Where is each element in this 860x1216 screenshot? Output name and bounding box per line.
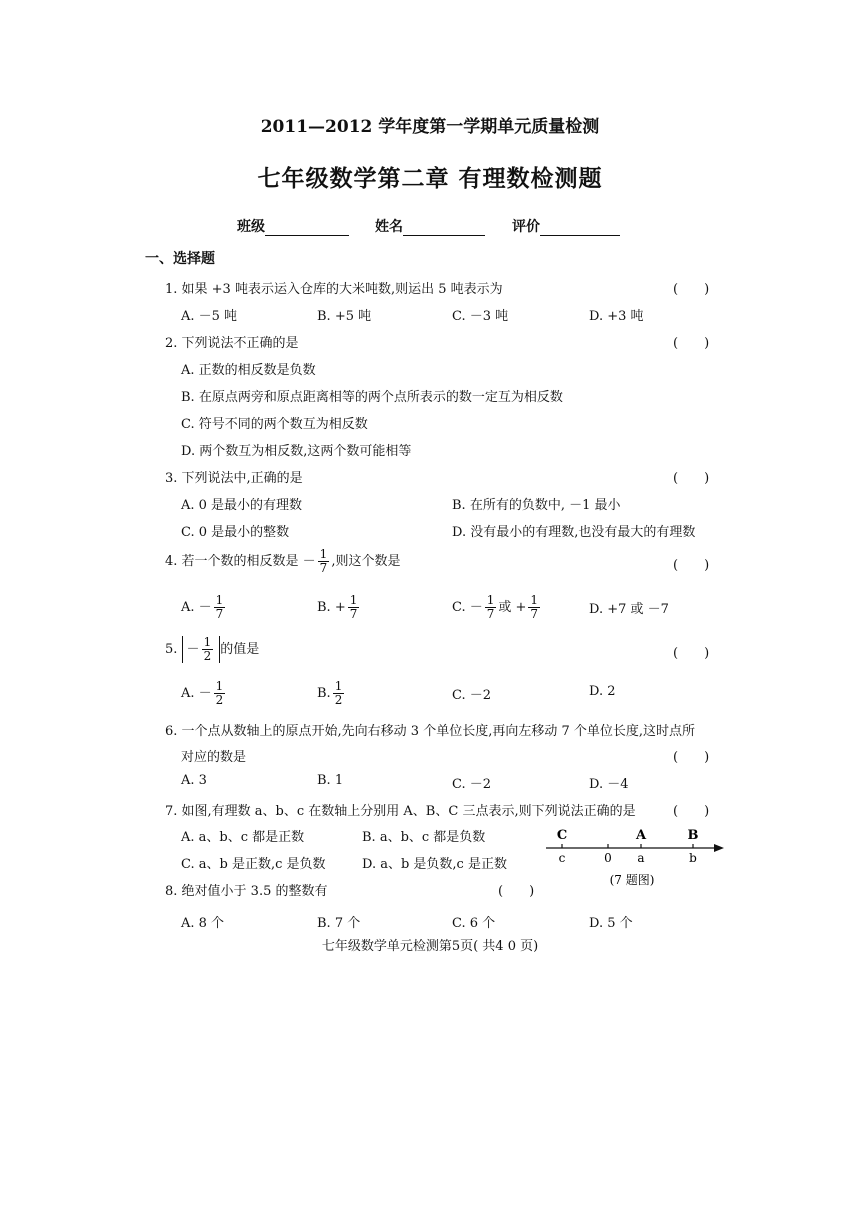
q4-option-c-numerator-2: 1 bbox=[530, 593, 539, 607]
q4-option-a-numerator: 1 bbox=[215, 593, 224, 607]
q8-option-c: C. 6 个 bbox=[452, 916, 496, 931]
q8-option-a: A. 8 个 bbox=[181, 916, 225, 931]
q6-option-a: A. 3 bbox=[181, 773, 207, 788]
q6-option-d: D. －4 bbox=[589, 777, 629, 792]
q4-option-b-prefix: B. + bbox=[317, 600, 346, 615]
q4-option-c-denominator-1: 7 bbox=[486, 607, 495, 621]
q3-option-a: A. 0 是最小的有理数 bbox=[181, 498, 303, 513]
number-line-arrow bbox=[714, 844, 724, 852]
q4-stem-fraction bbox=[318, 548, 330, 575]
eval-blank bbox=[540, 223, 620, 236]
q3-stem: 3. 下列说法中,正确的是 bbox=[165, 471, 303, 486]
section-heading: 一、选择题 bbox=[145, 251, 215, 267]
q5-stem bbox=[165, 636, 259, 663]
q4-option-c-numerator-1: 1 bbox=[486, 593, 495, 607]
q1-answer-paren: ( ) bbox=[673, 282, 710, 297]
q4-option-c bbox=[452, 594, 542, 621]
q4-option-a-prefix: A. － bbox=[181, 600, 212, 615]
q4-option-c-denominator-2: 7 bbox=[530, 607, 539, 621]
q8-option-d: D. 5 个 bbox=[589, 916, 633, 931]
q8-answer-paren: ( ) bbox=[498, 884, 535, 899]
class-field bbox=[237, 216, 349, 236]
q1-option-d: D. +3 吨 bbox=[589, 309, 644, 324]
q7-answer-paren: ( ) bbox=[673, 804, 710, 819]
q5-option-a-denominator: 2 bbox=[215, 693, 224, 707]
eval-field bbox=[512, 216, 620, 236]
q5-stem-numerator: 1 bbox=[203, 635, 212, 649]
q4-option-c-fraction-1 bbox=[485, 594, 497, 621]
exam-subtitle: 2011—2012 学年度第一学期单元质量检测 bbox=[260, 117, 600, 137]
q4-stem bbox=[165, 548, 400, 575]
figure-caption: (7 题图) bbox=[609, 873, 655, 887]
class-label: 班级 bbox=[237, 219, 265, 235]
q3-option-b: B. 在所有的负数中, －1 最小 bbox=[452, 498, 621, 513]
q4-option-a bbox=[181, 594, 227, 621]
q4-answer-paren: ( ) bbox=[673, 558, 710, 573]
q6-stem-line-2: 对应的数是 bbox=[181, 750, 247, 765]
q7-number-line-figure bbox=[540, 824, 730, 894]
q2-answer-paren: ( ) bbox=[673, 336, 710, 351]
q7-stem: 7. 如图,有理数 a、b、c 在数轴上分别用 A、B、C 三点表示,则下列说法正确的是 bbox=[165, 804, 636, 819]
q4-option-b-numerator: 1 bbox=[349, 593, 358, 607]
q7-option-c: C. a、b 是正数,c 是负数 bbox=[181, 857, 326, 872]
value-label-c: c bbox=[558, 851, 566, 865]
eval-label: 评价 bbox=[512, 219, 540, 235]
q3-option-d: D. 没有最小的有理数,也没有最大的有理数 bbox=[452, 525, 696, 540]
name-blank bbox=[403, 223, 485, 236]
q5-stem-denominator: 2 bbox=[203, 649, 212, 663]
q2-stem: 2. 下列说法不正确的是 bbox=[165, 336, 299, 351]
q4-option-a-denominator: 7 bbox=[215, 607, 224, 621]
q1-option-b: B. +5 吨 bbox=[317, 309, 372, 324]
q4-option-d: D. +7 或 －7 bbox=[589, 602, 669, 617]
q1-option-a: A. －5 吨 bbox=[181, 309, 238, 324]
q2-option-a: A. 正数的相反数是负数 bbox=[181, 363, 316, 378]
q5-absolute-value bbox=[182, 636, 221, 663]
q7-option-b: B. a、b、c 都是负数 bbox=[362, 830, 486, 845]
value-label-b: b bbox=[689, 851, 697, 865]
q6-stem-line-1: 6. 一个点从数轴上的原点开始,先向右移动 3 个单位长度,再向左移动 7 个单位长度,这时点所 bbox=[165, 724, 696, 739]
q5-answer-paren: ( ) bbox=[673, 646, 710, 661]
q4-stem-numerator: 1 bbox=[319, 547, 328, 561]
q6-answer-paren: ( ) bbox=[673, 750, 710, 765]
q4-option-c-mid: 或 + bbox=[498, 600, 527, 615]
q4-stem-post: ,则这个数是 bbox=[331, 554, 401, 569]
q1-option-c: C. －3 吨 bbox=[452, 309, 509, 324]
q5-option-a-numerator: 1 bbox=[215, 679, 224, 693]
value-label-a: a bbox=[637, 851, 645, 865]
q4-option-a-fraction bbox=[214, 594, 226, 621]
q5-option-b-denominator: 2 bbox=[334, 693, 343, 707]
q5-option-b bbox=[317, 680, 346, 707]
q6-option-b: B. 1 bbox=[317, 773, 344, 788]
q4-option-b-denominator: 7 bbox=[349, 607, 358, 621]
q2-option-d: D. 两个数互为相反数,这两个数可能相等 bbox=[181, 444, 412, 459]
page-footer: 七年级数学单元检测第5页( 共4 0 页) bbox=[321, 939, 539, 954]
point-label-b-upper: B bbox=[687, 828, 699, 843]
q5-option-b-fraction bbox=[333, 680, 345, 707]
q5-minus: － bbox=[186, 642, 200, 657]
q8-option-b: B. 7 个 bbox=[317, 916, 361, 931]
q5-option-a-prefix: A. － bbox=[181, 686, 212, 701]
q5-option-a-fraction bbox=[214, 680, 226, 707]
q7-option-a: A. a、b、c 都是正数 bbox=[181, 830, 305, 845]
q5-option-b-numerator: 1 bbox=[334, 679, 343, 693]
q5-option-d: D. 2 bbox=[589, 684, 616, 699]
exam-title: 七年级数学第二章 有理数检测题 bbox=[257, 165, 603, 192]
q3-option-c: C. 0 是最小的整数 bbox=[181, 525, 290, 540]
q5-stem-post: 的值是 bbox=[220, 642, 260, 657]
q2-option-c: C. 符号不同的两个数互为相反数 bbox=[181, 417, 368, 432]
name-label: 姓名 bbox=[375, 219, 403, 235]
name-field bbox=[375, 216, 485, 236]
q4-option-b-fraction bbox=[348, 594, 360, 621]
q5-option-a bbox=[181, 680, 227, 707]
q4-stem-pre: 4. 若一个数的相反数是 － bbox=[165, 554, 316, 569]
q5-option-b-prefix: B. bbox=[317, 686, 331, 701]
q2-option-b: B. 在原点两旁和原点距离相等的两个点所表示的数一定互为相反数 bbox=[181, 390, 563, 405]
q5-option-c: C. －2 bbox=[452, 688, 492, 703]
q4-option-c-prefix: C. － bbox=[452, 600, 483, 615]
q7-option-d: D. a、b 是负数,c 是正数 bbox=[362, 857, 507, 872]
q8-stem: 8. 绝对值小于 3.5 的整数有 bbox=[165, 884, 328, 899]
q3-answer-paren: ( ) bbox=[673, 471, 710, 486]
q5-stem-fraction bbox=[202, 636, 214, 663]
q4-option-b bbox=[317, 594, 361, 621]
q1-stem: 1. 如果 +3 吨表示运入仓库的大米吨数,则运出 5 吨表示为 bbox=[165, 282, 503, 297]
q4-stem-denominator: 7 bbox=[319, 561, 328, 575]
q6-option-c: C. －2 bbox=[452, 777, 492, 792]
point-label-c-upper: C bbox=[556, 828, 568, 843]
q5-number: 5. bbox=[165, 642, 178, 657]
point-label-a-upper: A bbox=[635, 828, 647, 843]
class-blank bbox=[265, 223, 349, 236]
q4-option-c-fraction-2 bbox=[528, 594, 540, 621]
value-label-0: 0 bbox=[604, 851, 612, 865]
